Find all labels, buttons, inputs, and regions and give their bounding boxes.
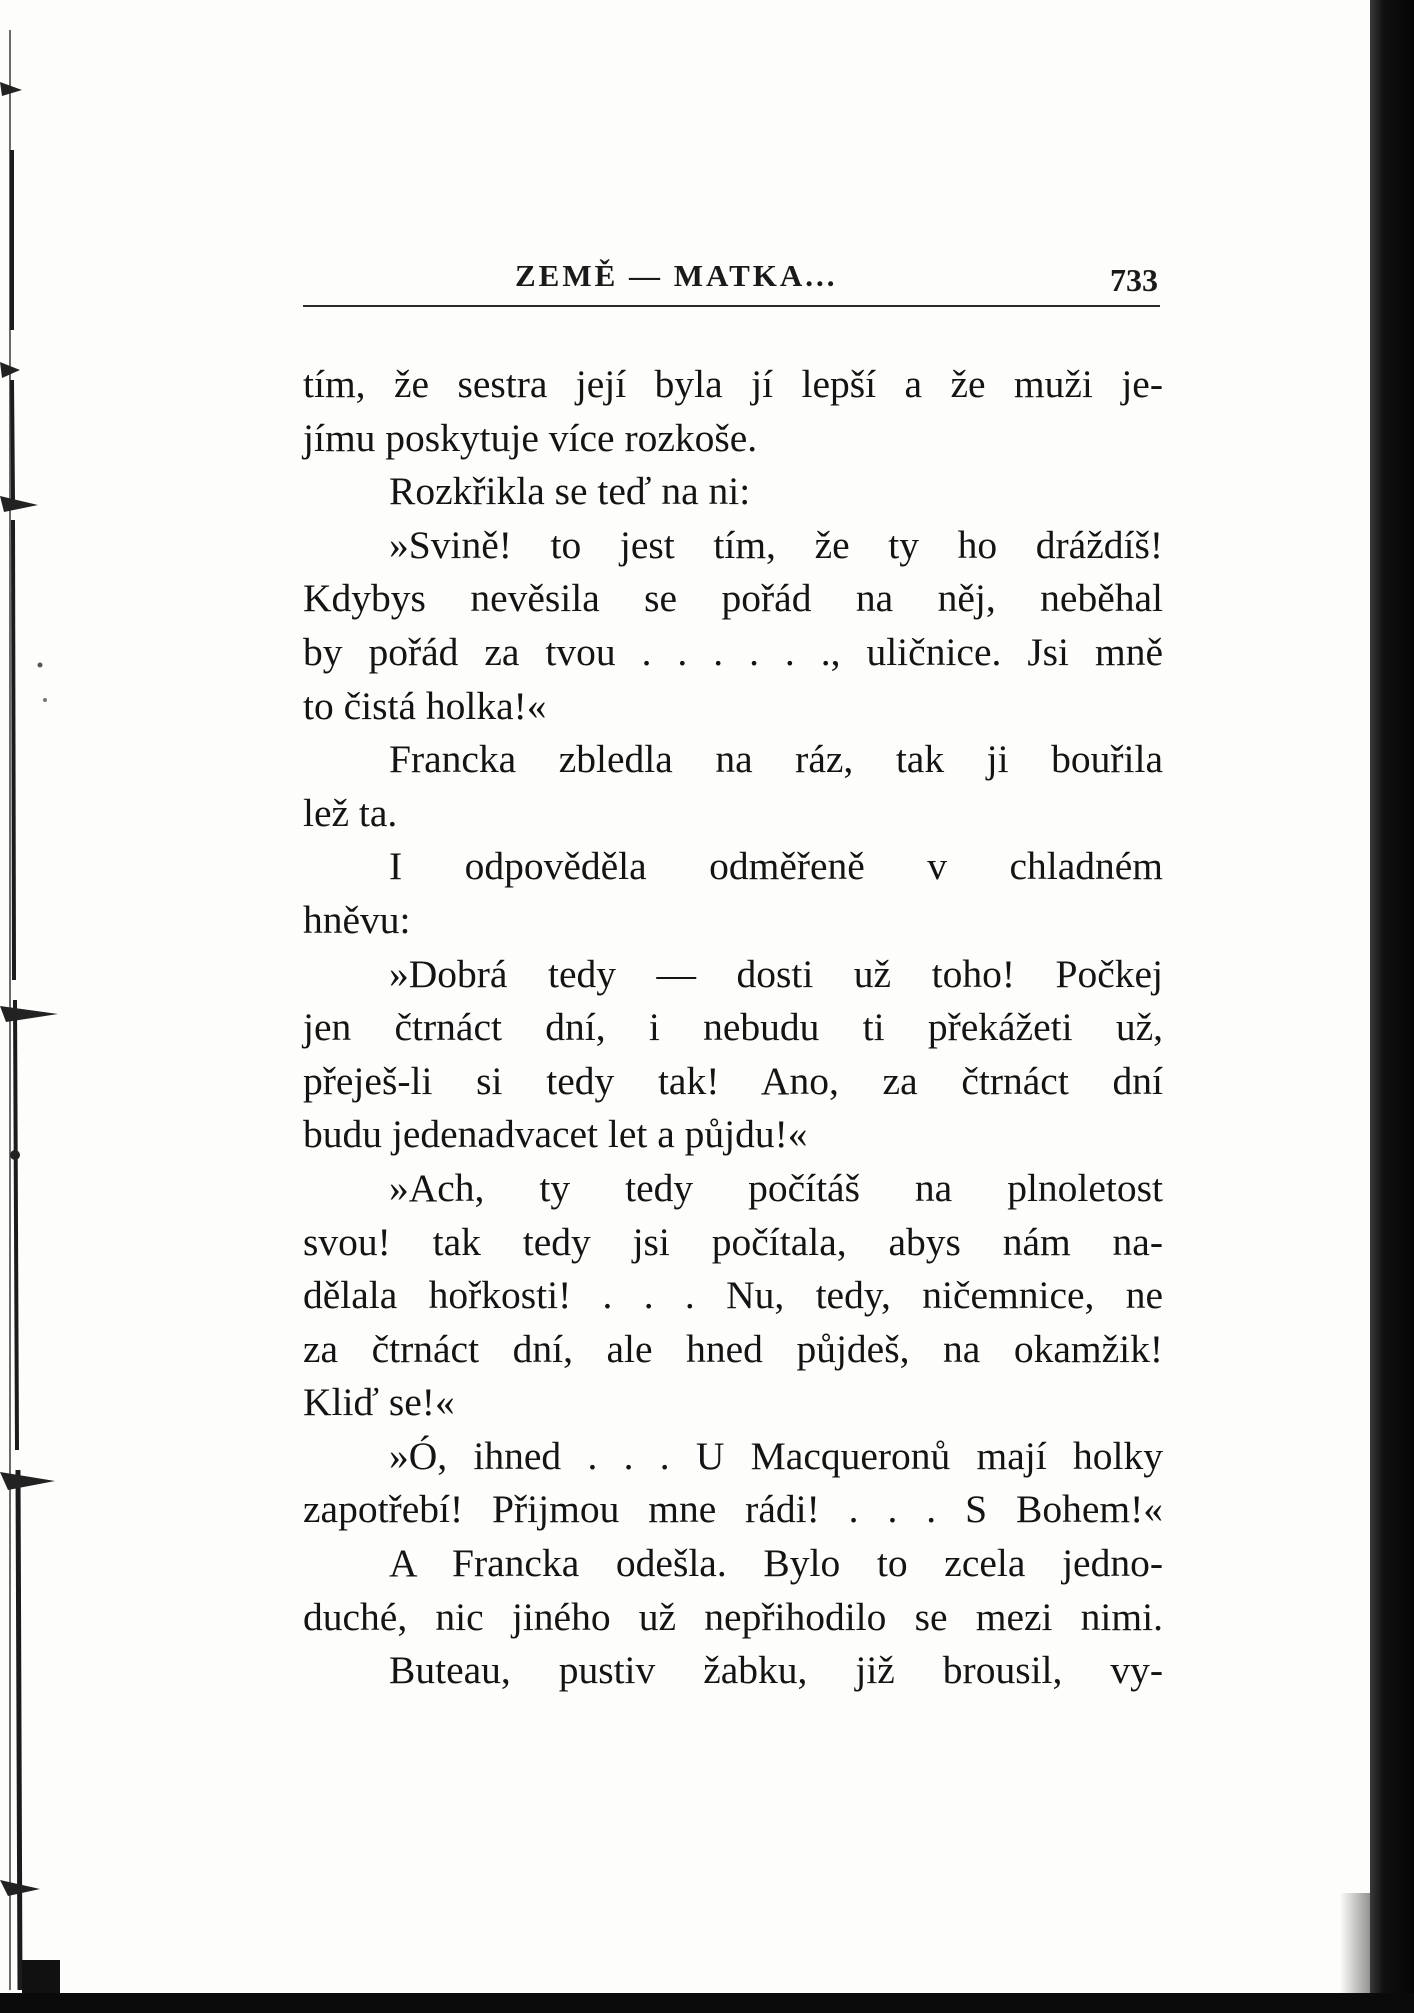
- page-number: 733: [1110, 262, 1158, 298]
- text-line: to čistá holka!«: [303, 683, 547, 728]
- text-line: za čtrnáct dní, ale hned půjdeš, na okamžik!: [303, 1326, 1163, 1371]
- text-line: »Ó, ihned . . . U Macqueronů mají holky: [389, 1433, 1163, 1478]
- scanner-border-right: [1370, 0, 1414, 2013]
- text-line: Buteau, pustiv žabku, již brousil, vy-: [389, 1648, 1163, 1693]
- running-head: [303, 250, 1158, 308]
- text-line: zapotřebí! Přijmou mne rádi! . . . S Bohem!«: [303, 1487, 1163, 1532]
- text-line: Kdybys nevěsila se pořád na něj, neběhal: [303, 576, 1163, 621]
- text-line: lež ta.: [303, 790, 398, 835]
- text-line: Rozkřikla se teď na ni:: [389, 469, 751, 514]
- text-line: dělala hořkosti! . . . Nu, tedy, ničemnice, ne: [303, 1273, 1163, 1318]
- text-line: »Svině! to jest tím, že ty ho dráždíš!: [389, 522, 1163, 567]
- text-line: budu jedenadvacet let a půjdu!«: [303, 1112, 808, 1157]
- text-line: jímu poskytuje více rozkoše.: [303, 415, 758, 460]
- text-line: tím, že sestra její byla jí lepší a že muži je-: [303, 362, 1163, 406]
- text-line: jen čtrnáct dní, i nebudu ti překážeti už,: [303, 1005, 1163, 1050]
- body-text: [303, 358, 1163, 1698]
- scanner-border-bottom: [0, 1993, 1414, 2013]
- text-line: hněvu:: [303, 897, 411, 942]
- text-line: A Francka odešla. Bylo to zcela jedno-: [389, 1541, 1163, 1586]
- text-line: I odpověděla odměřeně v chladném: [389, 844, 1163, 889]
- text-line: Francka zbledla na ráz, tak ji bouřila: [389, 737, 1163, 782]
- header-rule: [303, 305, 1160, 307]
- text-line: »Ach, ty tedy počítáš na plnoletost: [389, 1165, 1163, 1210]
- text-line: duché, nic jiného už nepřihodilo se mezi nimi.: [303, 1594, 1163, 1639]
- text-line: přeješ-li si tedy tak! Ano, za čtrnáct dní: [303, 1058, 1163, 1103]
- running-title: ZEMĚ — MATKA...: [515, 258, 838, 293]
- binding-stitches: [0, 0, 60, 2013]
- text-line: »Dobrá tedy — dosti už toho! Počkej: [389, 951, 1163, 996]
- text-line: by pořád za tvou . . . . . ., uličnice. Jsi mně: [303, 629, 1163, 674]
- text-line: svou! tak tedy jsi počítala, abys nám na-: [303, 1219, 1163, 1264]
- text-line: Kliď se!«: [303, 1380, 455, 1425]
